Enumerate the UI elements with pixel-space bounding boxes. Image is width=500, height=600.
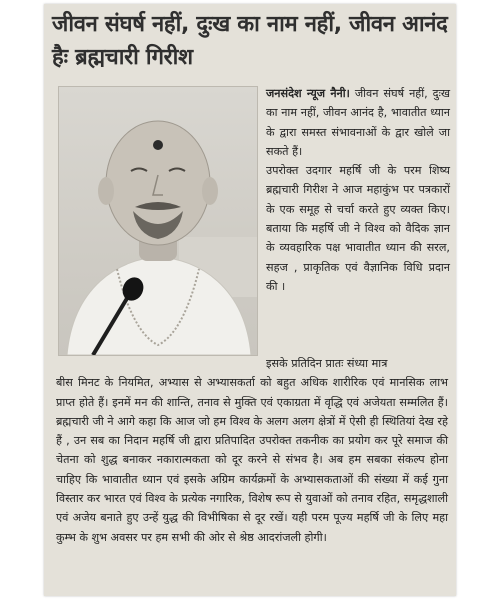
right-column-text [266, 84, 450, 296]
portrait-photo [58, 86, 258, 356]
newspaper-clipping [44, 4, 456, 596]
tilak-dot [153, 140, 163, 150]
paragraph-3-start: इसके प्रतिदिन प्रातः संध्या मात्र [266, 357, 388, 370]
headline: जीवन संघर्ष नहीं, दुःख का नाम नहीं, जीवन आनंद हैः ब्रह्मचारी गिरीश [52, 12, 448, 70]
paragraph-3: बीस मिनट के नियमित, अभ्यास से अभ्यासकर्ता को बहुत अधिक शारीरिक एवं मानसिक लाभ प्राप्त होते हैं। इनमें मन की शान्ति, तनाव से मुक्ति एवं एकाग्रता में वृद्धि एवं अजेयता सम्मलित हैं। ब्रह्मचारी जी ने आगे कहा कि आज जो हम विश्व के अलग अलग क्षेत्रों में ऐसी ही स्थितियां देख रहे हैं , उन सब का निदान महर्षि जी द्वारा प्रतिपादित उपरोक्त तकनीक का प्रयोग कर पूरे समाज की चेतना को शुद्ध बनाकर नकारात्मकता को दूर करने से संभव है। अब हम सबका संकल्प होना चाहिए कि भावातीत ध्यान एवं इसके अग्रिम कार्यक्रमों के अभ्यासकताओं की संख्या में कई गुना विस्तार कर भारत एवं विश्व के प्रत्येक नगारिक, विशेष रूप से युवाओं को तनाव रहित, समृद्धशाली एवं अजेय बनाते हुए उन्हें युद्ध की विभीषिका से दूर रखें। यही परम पूज्य महर्षि जी के लिए महा कुम्भ के शुभ अवसर पर हम सभी की ओर से श्रेष्ठ आदरांजली होगी। [56, 376, 448, 544]
right-ear [202, 177, 218, 205]
lower-body-text [56, 354, 448, 547]
intro-paragraph [266, 84, 450, 161]
left-ear [98, 177, 114, 205]
portrait-illustration [59, 87, 257, 355]
paragraph-2: उपरोक्त उदगार महर्षि जी के परम शिष्य ब्रह्मचारी गिरीश ने आज महाकुंभ पर पत्रकारों के एक समूह से चर्चा करते हुए व्यक्त किए। बताया कि महर्षि जी ने विश्व को वैदिक ज्ञान के व्यवहारिक पक्ष भावातीत ध्यान की सरल, सहज , प्राकृतिक एवं वैज्ञानिक विधि प्रदान की । [266, 164, 450, 293]
paragraph-1: जीवन संघर्ष नहीं, दुःख का नाम नहीं, जीवन आनंद है, भावातीत ध्यान के द्वारा समस्त संभावनाओं के द्वार खोले जा सकते हैं। [266, 87, 450, 158]
dateline: जनसंदेश न्यूज नैनी। [266, 87, 350, 100]
